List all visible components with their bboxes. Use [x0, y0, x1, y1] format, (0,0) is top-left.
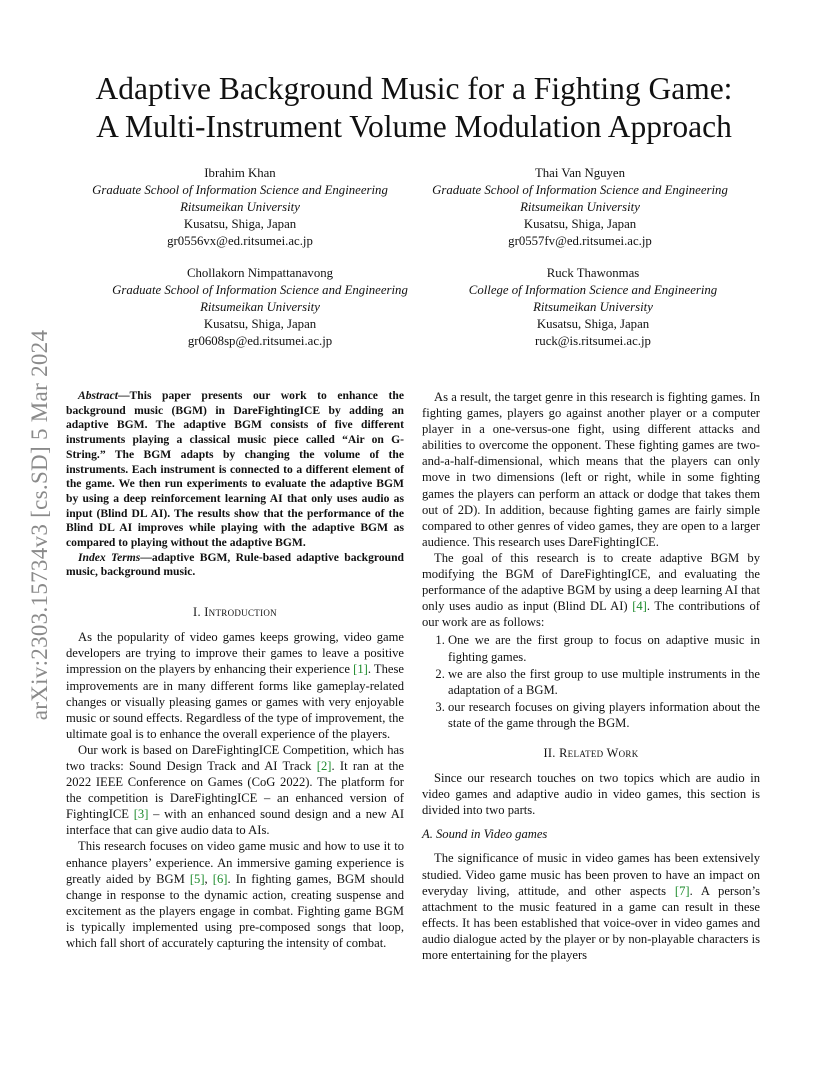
arxiv-watermark: [22, 290, 58, 760]
abstract: [66, 389, 404, 551]
author-location: Kusatsu, Shiga, Japan: [183, 217, 297, 231]
list-item: 3. our research focuses on giving players information about the state of the game through the BGM.: [448, 699, 760, 731]
author-name: Thai Van Nguyen: [534, 166, 626, 180]
paper-title: [60, 70, 768, 146]
author-block-4: [438, 265, 748, 350]
index-terms: [66, 551, 404, 580]
author-location: Kusatsu, Shiga, Japan: [203, 317, 317, 331]
author-email: ruck@is.ritsumei.ac.jp: [535, 334, 651, 348]
author-block-3: [90, 265, 430, 350]
title-line-2: A Multi-Instrument Volume Modulation Approach: [96, 109, 732, 144]
author-email: gr0557fv@ed.ritsumei.ac.jp: [508, 234, 652, 248]
list-item: 1. One we are the first group to focus on adaptive music in fighting games.: [448, 632, 760, 664]
title-line-1: Adaptive Background Music for a Fighting Game:: [95, 71, 733, 106]
list-item: 2. we are also the first group to use multiple instruments in the adaptation of a BGM.: [448, 666, 760, 698]
section-heading-introduction: I. Introduction: [193, 605, 277, 620]
author-name: Chollakorn Nimpattanavong: [186, 266, 334, 280]
author-dept: College of Information Science and Engineering: [468, 283, 718, 297]
author-name: Ibrahim Khan: [204, 166, 276, 180]
author-univ: Ritsumeikan University: [533, 300, 653, 314]
arxiv-id: arXiv:2303.15734v3 [cs.SD] 5 Mar 2024: [27, 329, 52, 721]
subsection-heading-sound: A. Sound in Video games: [422, 827, 548, 842]
section-heading-related-work: II. Related Work: [543, 745, 639, 760]
left-column: [66, 389, 404, 951]
abstract-text: —This paper presents our work to enhance the background music (BGM) in DareFightingICE by adding an adaptive BGM. The adaptive BGM consists of five different instruments playing a classical music piece called “Air on G-String.” The BGM adapts by changing the volume of the instruments. Each instrument is connected to a different element of the game. We then run experiments to evaluate the adaptive BGM by using a deep reinforcement learning AI that only uses audio as input (Blind DL AI). The results show that the performance of the Blind DL AI improves while playing with the adaptive BGM as compared to playing without the adaptive BGM.: [66, 389, 404, 550]
author-univ: Ritsumeikan University: [200, 300, 320, 314]
citation-link[interactable]: [7]: [674, 883, 690, 898]
sound-paragraph: The significance of music in video games has been extensively studied. Video game music has been proven to have an impact on everyday living, attitude, and other aspects [7]. A person’s attachment to the music featured in a game can result in these effects. It has been established that voice-over in video games and audio dialogue acted by the player or by non-playable characters is more entertaining for the players: [422, 851, 761, 962]
author-dept: Graduate School of Information Science and Engineering: [432, 183, 728, 197]
author-email: gr0556vx@ed.ritsumei.ac.jp: [167, 234, 313, 248]
author-email: gr0608sp@ed.ritsumei.ac.jp: [187, 334, 333, 348]
author-name: Ruck Thawonmas: [546, 266, 640, 280]
citation-link[interactable]: [1]: [353, 662, 368, 677]
abstract-label: Abstract: [78, 389, 118, 402]
intro-paragraph-2: Our work is based on DareFightingICE Competition, which has two tracks: Sound Design Track and AI Track [2]. It ran at the 2022 IEEE Conference on Games (CoG 2022). The platform for the competition is DareFightingICE – an enhanced version of FightingICE [3] – with an enhanced sound design and a new AI interface that can give audio data to AIs.: [66, 742, 405, 838]
intro-paragraph-4: As a result, the target genre in this research is fighting games. In fighting games, players go against another player or a computer player in a one-versus-one fight, using different attacks and abilities to overcome the opponent. These fighting games are two-and-a-half-dimensional, which means that the players can only move in two dimensions (left or right, while in some fighting games the players can perform an attack or dodge that takes them out of 2D). In addition, because fighting games are fairly simple compared to other genres of video games, they are open to a larger audience. This research uses DareFightingICE.: [422, 390, 760, 549]
right-column: [422, 389, 760, 963]
related-paragraph-1: Since our research touches on two topics which are audio in video games and adaptive audio in video games, this section is divided into two parts.: [422, 771, 760, 818]
intro-paragraph-1: As the popularity of video games keeps growing, video game developers are trying to improve their games to leave a positive impression on the players by enhancing their experience [1]. These improvements are in many different forms like gameplay-related changes or visually pleasing games or games with very enjoyable music or sound effects. Regardless of the type of improvement, the ultimate goal is to enhance the overall experience of the players.: [66, 630, 404, 741]
author-univ: Ritsumeikan University: [180, 200, 300, 214]
author-location: Kusatsu, Shiga, Japan: [536, 317, 650, 331]
author-univ: Ritsumeikan University: [520, 200, 640, 214]
citation-link[interactable]: [5]: [189, 871, 205, 886]
author-location: Kusatsu, Shiga, Japan: [523, 217, 637, 231]
intro-paragraph-3: This research focuses on video game music and how to use it to enhance players’ experience. An immersive gaming experience is greatly aided by BGM [5], [6]. In fighting games, BGM should change in response to the dynamic action, creating suspense and excitement as the players engage in combat. Fighting game BGM is typically implemented using pre-composed songs that loop, which fall short of accurately capturing the intensity of combat.: [66, 839, 404, 951]
index-terms-label: Index Terms: [78, 550, 141, 564]
author-block-1: [70, 165, 410, 250]
author-dept: Graduate School of Information Science and Engineering: [112, 283, 408, 297]
citation-link[interactable]: [4]: [632, 599, 647, 614]
citation-link[interactable]: [3]: [133, 807, 149, 822]
author-dept: Graduate School of Information Science and Engineering: [92, 183, 388, 197]
citation-link[interactable]: [6]: [212, 871, 228, 886]
intro-paragraph-5: The goal of this research is to create adaptive BGM by modifying the BGM of DareFightingICE, and evaluating the performance of the adaptive BGM by using a deep learning AI that only uses audio as input (Blind DL AI) [4]. The contributions of our work are as follows:: [422, 550, 760, 630]
index-terms-text: —adaptive BGM, Rule-based adaptive background music, background music.: [66, 550, 404, 579]
contributions-list: [422, 632, 760, 731]
citation-link[interactable]: [2]: [316, 758, 332, 773]
author-block-2: [410, 165, 750, 250]
